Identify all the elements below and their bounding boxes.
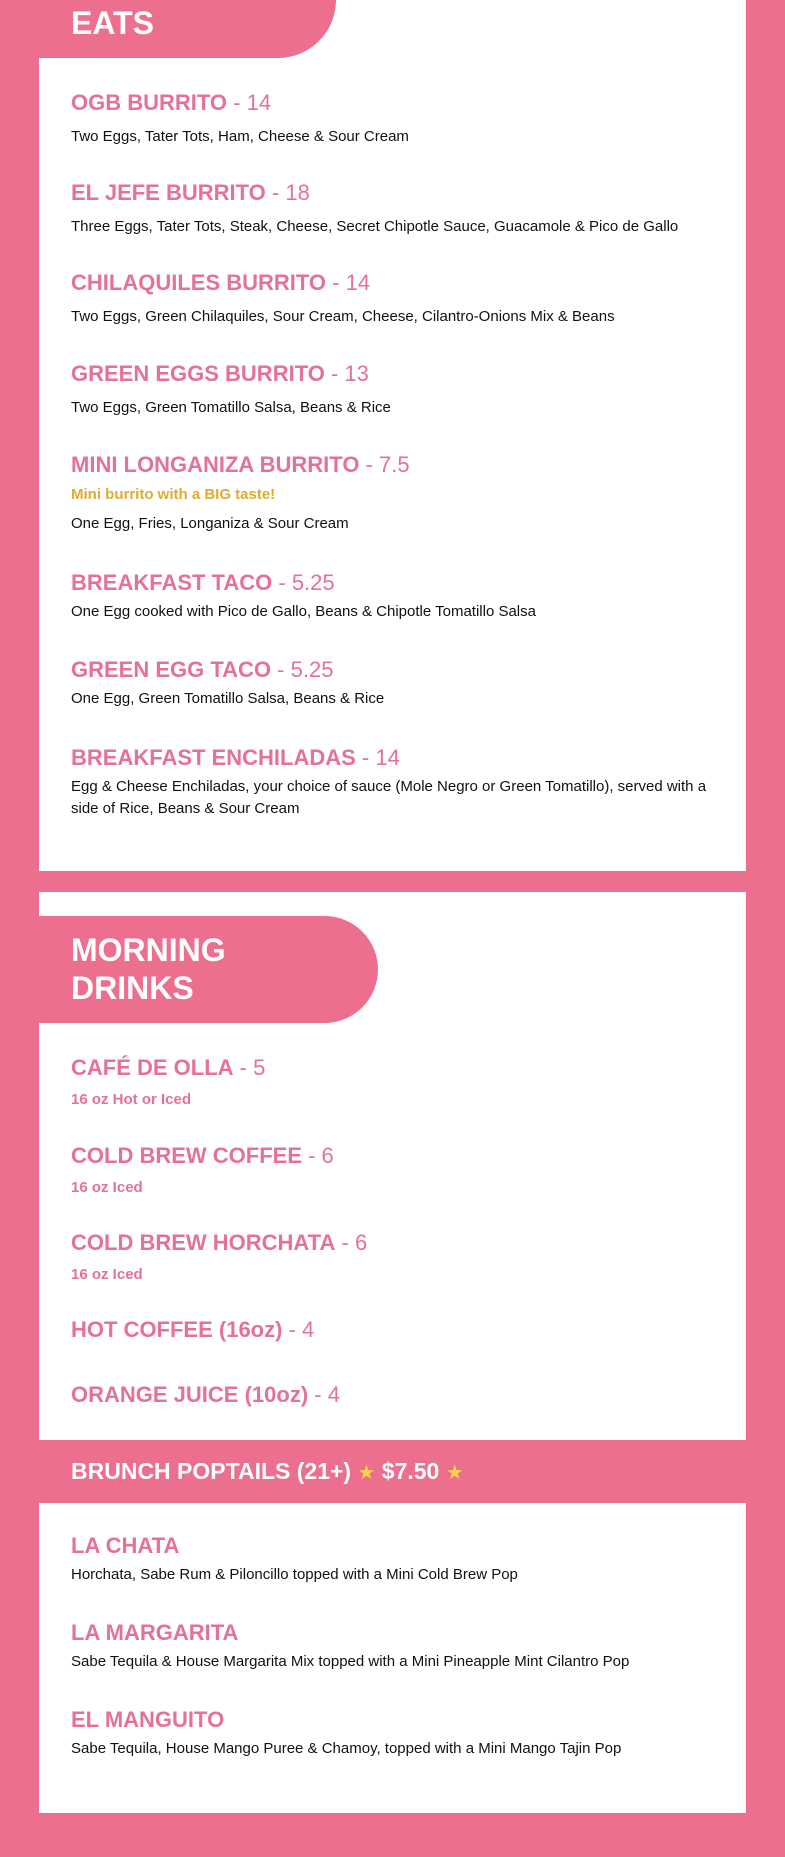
menu-item bbox=[71, 1054, 721, 1110]
item-price: - 4 bbox=[282, 1317, 315, 1342]
item-title: EL MANGUITO bbox=[71, 1707, 225, 1732]
item-price: - 18 bbox=[265, 180, 310, 205]
item-title: GREEN EGGS BURRITO - 13 bbox=[71, 361, 369, 386]
item-price: - 5.25 bbox=[271, 657, 334, 682]
item-title: EL JEFE BURRITO - 18 bbox=[71, 180, 310, 205]
item-price: - 6 bbox=[302, 1143, 334, 1168]
item-description: Egg & Cheese Enchiladas, your choice of sauce (Mole Negro or Green Tomatillo), served with a side of Rice, Beans & Sour Cream bbox=[71, 778, 707, 817]
item-size: 16 oz Iced bbox=[71, 1179, 143, 1196]
drinks-heading-line1: MORNING bbox=[71, 932, 226, 968]
menu-item bbox=[71, 1229, 721, 1285]
item-title: MINI LONGANIZA BURRITO - 7.5 bbox=[71, 452, 410, 477]
brunch-heading-text: BRUNCH POPTAILS (21+) bbox=[71, 1458, 352, 1484]
item-price: - 14 bbox=[227, 90, 272, 115]
menu-item bbox=[71, 179, 721, 238]
menu-item bbox=[71, 269, 721, 328]
menu-item bbox=[71, 89, 721, 148]
item-size: 16 oz Iced bbox=[71, 1266, 143, 1283]
menu-item bbox=[71, 1316, 721, 1344]
item-title: ORANGE JUICE (10oz) - 4 bbox=[71, 1382, 340, 1407]
menu-item bbox=[71, 1142, 721, 1198]
drinks-heading-line2: DRINKS bbox=[71, 970, 194, 1006]
item-title: GREEN EGG TACO - 5.25 bbox=[71, 657, 334, 682]
item-price: - 13 bbox=[324, 361, 369, 386]
menu-item bbox=[71, 1619, 721, 1673]
item-description: Sabe Tequila, House Mango Puree & Chamoy, topped with a Mini Mango Tajin Pop bbox=[71, 1740, 622, 1757]
menu-item bbox=[71, 451, 721, 535]
brunch-card bbox=[39, 1503, 746, 1813]
menu-item bbox=[71, 656, 721, 710]
item-title: LA CHATA bbox=[71, 1533, 180, 1558]
item-description: Two Eggs, Tater Tots, Ham, Cheese & Sour Cream bbox=[71, 128, 409, 145]
eats-card bbox=[39, 0, 746, 871]
brunch-heading bbox=[39, 1440, 746, 1503]
item-title: CAFÉ DE OLLA - 5 bbox=[71, 1055, 266, 1080]
item-price: - 14 bbox=[355, 745, 400, 770]
menu-item bbox=[71, 1706, 721, 1760]
item-price: - 7.5 bbox=[359, 452, 410, 477]
item-description: Two Eggs, Green Chilaquiles, Sour Cream, Cheese, Cilantro-Onions Mix & Beans bbox=[71, 308, 615, 325]
menu-item bbox=[71, 569, 721, 623]
menu-item bbox=[71, 1381, 721, 1409]
item-description: One Egg, Fries, Longaniza & Sour Cream bbox=[71, 515, 349, 532]
item-description: Sabe Tequila & House Margarita Mix topped with a Mini Pineapple Mint Cilantro Pop bbox=[71, 1653, 630, 1670]
item-description: Three Eggs, Tater Tots, Steak, Cheese, Secret Chipotle Sauce, Guacamole & Pico de Gallo bbox=[71, 218, 679, 235]
item-description: Two Eggs, Green Tomatillo Salsa, Beans & Rice bbox=[71, 399, 391, 416]
menu-item bbox=[71, 744, 721, 820]
item-description: One Egg, Green Tomatillo Salsa, Beans & Rice bbox=[71, 690, 385, 707]
item-title: BREAKFAST ENCHILADAS - 14 bbox=[71, 745, 400, 770]
item-price: - 14 bbox=[326, 270, 371, 295]
menu-item bbox=[71, 1532, 721, 1586]
item-description: One Egg cooked with Pico de Gallo, Beans & Chipotle Tomatillo Salsa bbox=[71, 603, 536, 620]
item-title: CHILAQUILES BURRITO - 14 bbox=[71, 270, 371, 295]
drinks-heading bbox=[39, 916, 378, 1023]
star-icon: ★ bbox=[445, 1462, 464, 1484]
eats-heading: EATS bbox=[39, 0, 336, 58]
item-title: LA MARGARITA bbox=[71, 1620, 239, 1645]
star-icon: ★ bbox=[357, 1462, 376, 1484]
item-description: Horchata, Sabe Rum & Piloncillo topped with a Mini Cold Brew Pop bbox=[71, 1566, 518, 1583]
item-size: 16 oz Hot or Iced bbox=[71, 1091, 192, 1108]
item-title: OGB BURRITO - 14 bbox=[71, 90, 272, 115]
item-price: - 6 bbox=[335, 1230, 368, 1255]
drinks-card bbox=[39, 892, 746, 1440]
item-price: - 5 bbox=[233, 1055, 266, 1080]
brunch-price: $7.50 bbox=[381, 1458, 440, 1484]
item-title: BREAKFAST TACO - 5.25 bbox=[71, 570, 335, 595]
item-title: HOT COFFEE (16oz) - 4 bbox=[71, 1317, 315, 1342]
item-title: COLD BREW COFFEE - 6 bbox=[71, 1143, 334, 1168]
menu-item bbox=[71, 360, 721, 419]
item-tagline: Mini burrito with a BIG taste! bbox=[71, 486, 276, 503]
item-price: - 5.25 bbox=[272, 570, 335, 595]
item-price: - 4 bbox=[308, 1382, 340, 1407]
item-title: COLD BREW HORCHATA - 6 bbox=[71, 1230, 368, 1255]
